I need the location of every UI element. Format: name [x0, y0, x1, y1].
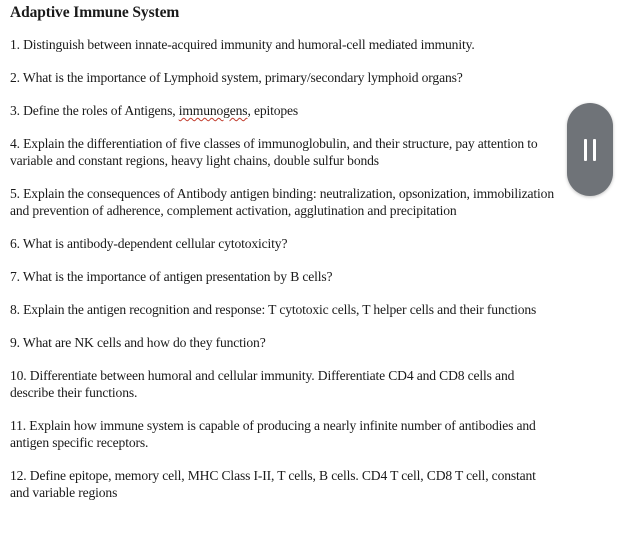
question-2: 2. What is the importance of Lymphoid system, primary/secondary lymphoid organs?	[10, 70, 463, 85]
document-body	[10, 3, 555, 517]
question-9: 9. What are NK cells and how do they function?	[10, 335, 266, 350]
question-3	[10, 102, 555, 119]
question-4: 4. Explain the differentiation of five classes of immunoglobulin, and their structure, pay attention to variable and constant regions, heavy light chains, double sulfur bonds	[10, 136, 538, 168]
question-8: 8. Explain the antigen recognition and response: T cytotoxic cells, T helper cells and their functions	[10, 302, 537, 317]
question-10: 10. Differentiate between humoral and cellular immunity. Differentiate CD4 and CD8 cells and describe their functions.	[10, 368, 515, 400]
question-7: 7. What is the importance of antigen presentation by B cells?	[10, 269, 333, 284]
document-title: Adaptive Immune System	[10, 4, 180, 21]
spellcheck-flagged-word[interactable]: immunogens	[178, 103, 248, 118]
question-3-end: , epitopes	[247, 103, 299, 118]
grip-lines-icon	[593, 139, 596, 161]
question-6: 6. What is antibody-dependent cellular cytotoxicity?	[10, 236, 288, 251]
question-1: 1. Distinguish between innate-acquired immunity and humoral-cell mediated immunity.	[10, 37, 475, 52]
question-3-start: 3. Define the roles of Antigens,	[10, 103, 179, 118]
grip-lines-icon	[584, 139, 587, 161]
question-5: 5. Explain the consequences of Antibody antigen binding: neutralization, opsonization, immobilization and prevention of adherence, complement activation, agglutination and precipitation	[10, 186, 554, 218]
question-12: 12. Define epitope, memory cell, MHC Class I-II, T cells, B cells. CD4 T cell, CD8 T cell, constant and variable regions	[10, 468, 536, 500]
scroll-handle[interactable]	[567, 103, 613, 196]
question-11: 11. Explain how immune system is capable of producing a nearly infinite number of antibodies and antigen specific receptors.	[10, 418, 536, 450]
